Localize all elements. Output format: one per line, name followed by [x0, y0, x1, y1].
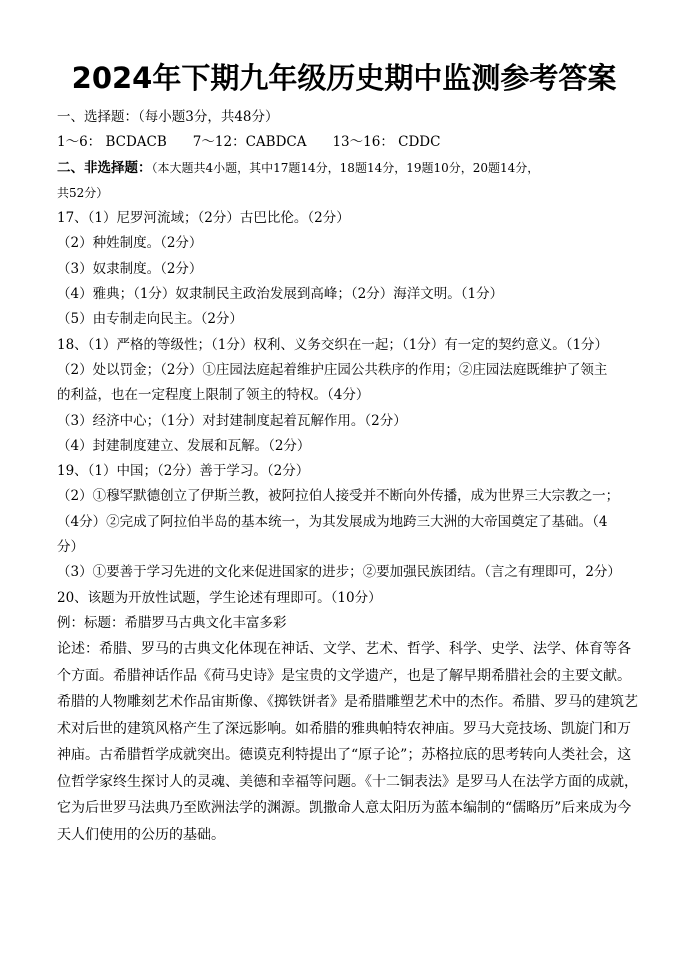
q17-line: （2）种姓制度。（2分） [57, 235, 203, 252]
q18-line: （4）封建制度建立、发展和瓦解。（2分） [57, 437, 311, 454]
q20-essay-line: 论述：希腊、罗马的古典文化体现在神话、文学、艺术、哲学、科学、史学、法学、体育等各 [57, 641, 631, 658]
choice-answers-7-12: 7～12：CABDCA [192, 134, 307, 151]
q20-example-title: 例：标题：希腊罗马古典文化丰富多彩 [57, 614, 287, 631]
section1-heading: 一、选择题：（每小题3分，共48分） [57, 109, 279, 125]
choice-answers-row [57, 130, 639, 155]
q19-line: （3）①要善于学习先进的文化来促进国家的进步；②要加强民族团结。（言之有理即可，2分） [57, 564, 621, 581]
q17-line: （5）由专制走向民主。（2分） [57, 311, 243, 328]
q17-line: （3）奴隶制度。（2分） [57, 260, 203, 277]
q18-line: （2）处以罚金；（2分）①庄园法庭起着维护庄园公共秩序的作用；②庄园法庭既维护了领主 [57, 361, 608, 378]
q20-essay-line: 天人们使用的公历的基础。 [57, 826, 225, 843]
q20-essay-line: 希腊的人物雕刻艺术作品宙斯像、《掷铁饼者》是希腊雕塑艺术中的杰作。希腊、罗马的建筑艺 [57, 694, 638, 711]
q19-line: 分） [57, 539, 84, 556]
section2-note-continued: 共52分） [57, 185, 109, 200]
q20-essay-line: 它为后世罗马法典乃至欧洲法学的渊源。凯撒命人意太阳历为蓝本编制的“儒略历”后来成为今 [57, 800, 632, 817]
q20-essay-line: 神庙。古希腊哲学成就突出。德谟克利特提出了“原子论”；苏格拉底的思考转向人类社会，这 [57, 747, 632, 764]
section2-heading: 二、非选择题： [57, 159, 152, 176]
q17-line: 17、（1）尼罗河流域；（2分）古巴比伦。（2分） [57, 210, 350, 227]
answer-content [57, 105, 639, 848]
q20-essay-line: 术对后世的建筑风格产生了深远影响。如希腊的雅典帕特农神庙。罗马大竞技场、凯旋门和万 [57, 720, 631, 737]
choice-answers-1-6: 1～6： BCDACB [57, 134, 167, 151]
q18-line: 的利益，也在一定程度上限制了领主的特权。（4分） [57, 387, 370, 404]
q19-line: 19、（1）中国；（2分）善于学习。（2分） [57, 463, 310, 480]
q19-line: （2）①穆罕默德创立了伊斯兰教，被阿拉伯人接受并不断向外传播，成为世界三大宗教之一； [57, 488, 620, 505]
q20-essay-line: 位哲学家终生探讨人的灵魂、美德和幸福等问题。《十二铜表法》是罗马人在法学方面的成就， [57, 773, 638, 790]
q18-line: 18、（1）严格的等级性；（1分）权利、义务交织在一起；（1分）有一定的契约意义。（1分） [57, 336, 609, 353]
section2-note: （本大题共4小题，其中17题14分，18题14分，19题10分，20题14分， [151, 160, 540, 175]
choice-answers-13-16: 13～16： CDDC [332, 134, 441, 151]
q20-intro: 20、该题为开放性试题，学生论述有理即可。（10分） [57, 589, 382, 606]
q18-line: （3）经济中心；（1分）对封建制度起着瓦解作用。（2分） [57, 412, 407, 429]
q20-essay-line: 个方面。希腊神话作品《荷马史诗》是宝贵的文学遗产，也是了解早期希腊社会的主要文献。 [57, 667, 631, 684]
section2-heading-line [57, 156, 639, 181]
page-title: 2024年下期九年级历史期中监测参考答案 [71, 61, 617, 95]
q19-line: （4分）②完成了阿拉伯半岛的基本统一，为其发展成为地跨三大洲的大帝国奠定了基础。（4 [57, 513, 608, 530]
q17-line: （4）雅典；（1分）奴隶制民主政治发展到高峰；（2分）海洋文明。（1分） [57, 286, 504, 303]
